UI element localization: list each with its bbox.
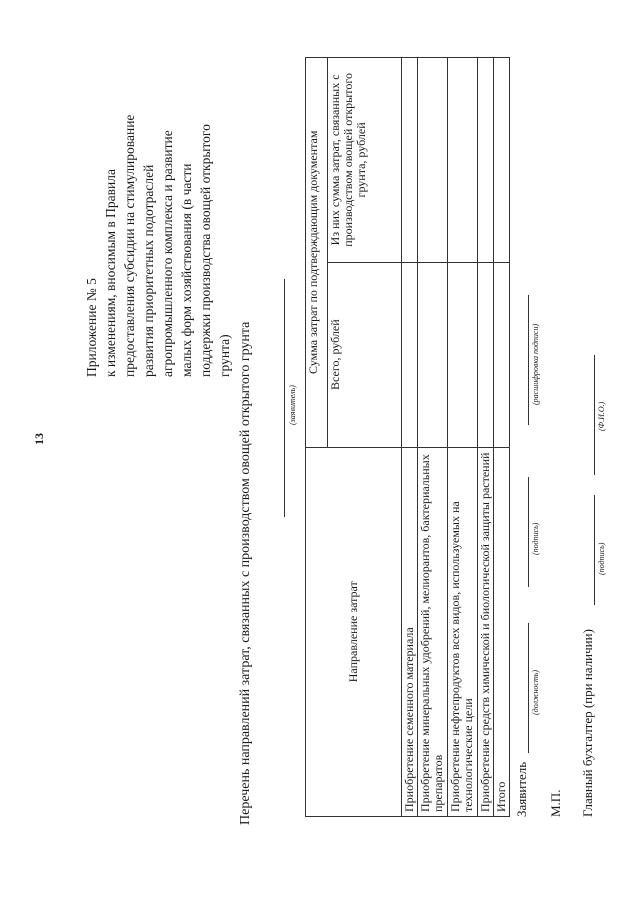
appendix-line: к изменениям, вносимым в Правила bbox=[103, 168, 118, 377]
cell-total bbox=[402, 262, 418, 447]
cell-total bbox=[448, 262, 478, 447]
table-row bbox=[402, 58, 418, 817]
appendix-line: поддержки производства овощей открытого bbox=[198, 124, 213, 377]
row-label: Приобретение семенного материала bbox=[402, 447, 418, 816]
cell-of-which bbox=[494, 58, 510, 263]
decoding-caption: (расшифровка подписи) bbox=[531, 323, 540, 405]
cell-of-which bbox=[402, 58, 418, 263]
fio-caption: (Ф.И.О.) bbox=[597, 401, 606, 431]
cell-of-which bbox=[418, 58, 448, 263]
table-row bbox=[448, 58, 478, 817]
col-header-total: Всего, рублей bbox=[328, 262, 402, 447]
table-row bbox=[418, 58, 448, 817]
row-label: Приобретение средств химической и биологической защиты растений bbox=[478, 447, 494, 816]
fio-line bbox=[594, 355, 595, 475]
stamp-label: М.П. bbox=[548, 789, 563, 817]
signature-caption: (подпись) bbox=[531, 522, 540, 555]
signature-line bbox=[528, 477, 529, 587]
page-number: 13 bbox=[32, 433, 46, 445]
applicant-underline bbox=[284, 279, 285, 517]
appendix-line: Приложение № 5 bbox=[84, 278, 99, 377]
table-row bbox=[494, 58, 510, 817]
decoding-line bbox=[528, 295, 529, 425]
cell-of-which bbox=[448, 58, 478, 263]
applicant-caption: (заявитель) bbox=[288, 385, 297, 425]
appendix-line: малых форм хозяйствования (в части bbox=[179, 163, 194, 377]
cell-total bbox=[418, 262, 448, 447]
cell-total bbox=[478, 262, 494, 447]
costs-table bbox=[305, 57, 510, 817]
position-caption: (должность) bbox=[531, 669, 540, 715]
appendix-block bbox=[82, 77, 234, 377]
accountant-label: Главный бухгалтер (при наличии) bbox=[580, 629, 595, 817]
position-line bbox=[528, 623, 529, 753]
accountant-signature-caption: (подпись) bbox=[597, 542, 606, 575]
col-header-sum-group: Сумма затрат по подтверждающим документам bbox=[306, 58, 328, 448]
appendix-line: агропромышленного комплекса и развитие bbox=[160, 130, 175, 377]
row-label: Итого bbox=[494, 447, 510, 816]
table-row bbox=[478, 58, 494, 817]
row-label: Приобретение нефтепродуктов всех видов, используемых на технологические цели bbox=[448, 447, 478, 816]
appendix-line: развития приоритетных подотраслей bbox=[141, 164, 156, 377]
col-header-direction: Направление затрат bbox=[306, 447, 402, 816]
cell-of-which bbox=[478, 58, 494, 263]
appendix-line: предоставления субсидии на стимулирование bbox=[122, 114, 137, 377]
accountant-signature-line bbox=[594, 495, 595, 605]
document-title: Перечень направлений затрат, связанных с производством овощей открытого грунта bbox=[238, 321, 253, 825]
cell-total bbox=[494, 262, 510, 447]
appendix-line: грунта) bbox=[217, 334, 232, 377]
col-header-of-which: Из них сумма затрат, связанных с производством овощей открытого грунта, рублей bbox=[328, 58, 402, 263]
row-label: Приобретение минеральных удобрений, мелиорантов, бактериальных препаратов bbox=[418, 447, 448, 816]
applicant-label: Заявитель bbox=[514, 761, 529, 817]
